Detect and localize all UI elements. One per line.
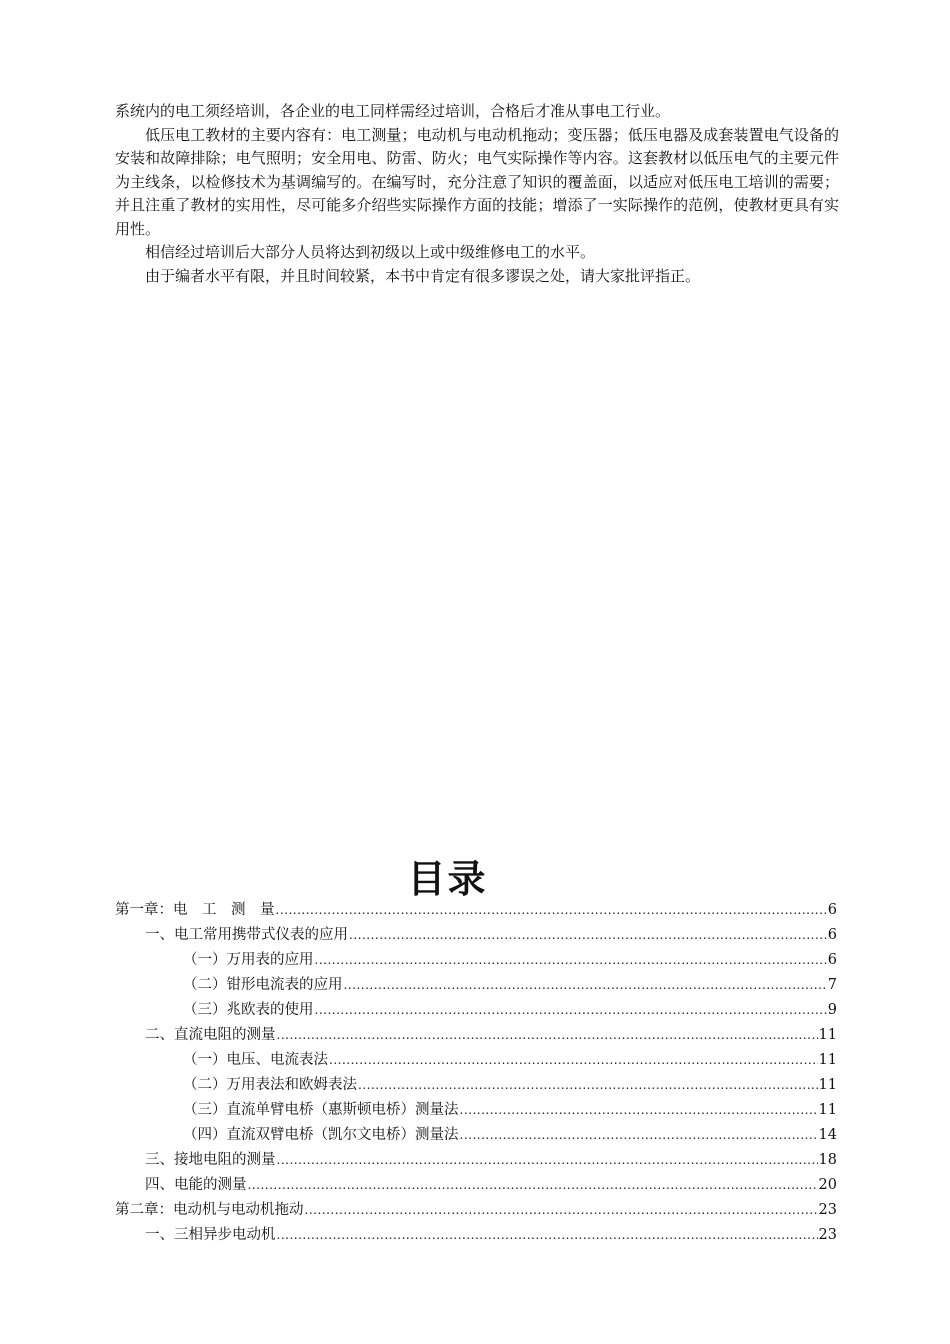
preface-paragraph: 由于编者水平有限，并且时间较紧，本书中肯定有很多谬误之处，请大家批评指正。 bbox=[145, 266, 701, 285]
toc-entry[interactable] bbox=[115, 1023, 837, 1048]
toc-page-number: 7 bbox=[827, 977, 837, 993]
toc-leader-dots bbox=[276, 898, 827, 923]
toc-entry-label: 四、电能的测量 bbox=[145, 1177, 247, 1193]
toc-page-number: 18 bbox=[818, 1152, 837, 1168]
preface-paragraph: 系统内的电工须经培训，各企业的电工同样需经过培训，合格后才准从事电工行业。 bbox=[115, 102, 671, 120]
toc-entry-label: 三、接地电阻的测量 bbox=[145, 1152, 276, 1168]
toc-page-number: 11 bbox=[818, 1077, 837, 1093]
toc-entry[interactable] bbox=[115, 898, 837, 923]
toc-entry-label: 第二章：电动机与电动机拖动 bbox=[115, 1202, 304, 1218]
toc-page-number: 6 bbox=[827, 927, 837, 943]
toc-entry[interactable] bbox=[115, 1098, 837, 1123]
toc-page-number: 9 bbox=[827, 1002, 837, 1018]
toc-page-number: 23 bbox=[818, 1227, 837, 1243]
toc-entry-label: （一）万用表的应用 bbox=[183, 952, 314, 968]
toc-page-number: 23 bbox=[818, 1202, 837, 1218]
toc-entry-label: （四）直流双臂电桥（凯尔文电桥）测量法 bbox=[183, 1127, 459, 1143]
toc-leader-dots bbox=[315, 998, 827, 1023]
toc-title: 目录 bbox=[407, 857, 488, 901]
toc-entry[interactable] bbox=[115, 998, 837, 1023]
toc-leader-dots bbox=[315, 948, 827, 973]
toc-leader-dots bbox=[305, 1198, 818, 1223]
toc-entry[interactable] bbox=[115, 923, 837, 948]
toc-entry-label: 二、直流电阻的测量 bbox=[145, 1027, 276, 1043]
toc-leader-dots bbox=[460, 1123, 818, 1148]
toc-entry[interactable] bbox=[115, 1223, 837, 1248]
toc-page-number: 11 bbox=[818, 1102, 837, 1118]
toc-leader-dots bbox=[277, 1223, 818, 1248]
toc-page-number: 11 bbox=[818, 1027, 837, 1043]
toc-page-number: 14 bbox=[818, 1127, 837, 1143]
toc-entry[interactable] bbox=[115, 1198, 837, 1223]
toc-leader-dots bbox=[329, 1048, 818, 1073]
preface-paragraph: 相信经过培训后大部分人员将达到初级以上或中级维修电工的水平。 bbox=[145, 243, 596, 261]
toc-entry[interactable] bbox=[115, 1148, 837, 1173]
toc-entry[interactable] bbox=[115, 1173, 837, 1198]
preface-text bbox=[115, 100, 839, 288]
toc-entry[interactable] bbox=[115, 1073, 837, 1098]
toc-page-number: 6 bbox=[827, 902, 837, 918]
toc-page-number: 20 bbox=[818, 1177, 837, 1193]
toc-entry-label: 第一章：电 工 测 量 bbox=[115, 902, 275, 918]
toc-leader-dots bbox=[277, 1023, 818, 1048]
toc-page-number: 6 bbox=[827, 952, 837, 968]
toc-entry-label: （二）钳形电流表的应用 bbox=[183, 977, 343, 993]
toc-leader-dots bbox=[248, 1173, 818, 1198]
toc-leader-dots bbox=[344, 973, 827, 998]
toc-entry-label: （三）直流单臂电桥（惠斯顿电桥）测量法 bbox=[183, 1102, 459, 1118]
toc-entry-label: 一、电工常用携带式仪表的应用 bbox=[145, 927, 348, 943]
toc-entry-label: 一、三相异步电动机 bbox=[145, 1227, 276, 1243]
toc-entry[interactable] bbox=[115, 1123, 837, 1148]
toc-entry[interactable] bbox=[115, 973, 837, 998]
preface-paragraph: 低压电工教材的主要内容有：电工测量；电动机与电动机拖动；变压器；低压电器及成套装置电气设备的安装和故障排除；电气照明；安全用电、防雷、防火；电气实际操作等内容。这套教材以低压电气的主要元件为主线条，以检修技术为基调编写的。在编写时，充分注意了知识的覆盖面，以适应对低压电工培训的需要；并且注重了教材的实用性，尽可能多介绍些实际操作方面的技能；增添了一实际操作的范例，使教材更具有实用性。 bbox=[115, 125, 839, 238]
toc-entry-label: （二）万用表法和欧姆表法 bbox=[183, 1077, 357, 1093]
toc-leader-dots bbox=[349, 923, 827, 948]
toc-entry-label: （三）兆欧表的使用 bbox=[183, 1002, 314, 1018]
toc-page-number: 11 bbox=[818, 1052, 837, 1068]
toc-leader-dots bbox=[277, 1148, 818, 1173]
toc-leader-dots bbox=[358, 1073, 818, 1098]
table-of-contents bbox=[115, 898, 837, 1248]
toc-leader-dots bbox=[460, 1098, 818, 1123]
toc-entry[interactable] bbox=[115, 1048, 837, 1073]
toc-entry-label: （一）电压、电流表法 bbox=[183, 1052, 328, 1068]
toc-entry[interactable] bbox=[115, 948, 837, 973]
